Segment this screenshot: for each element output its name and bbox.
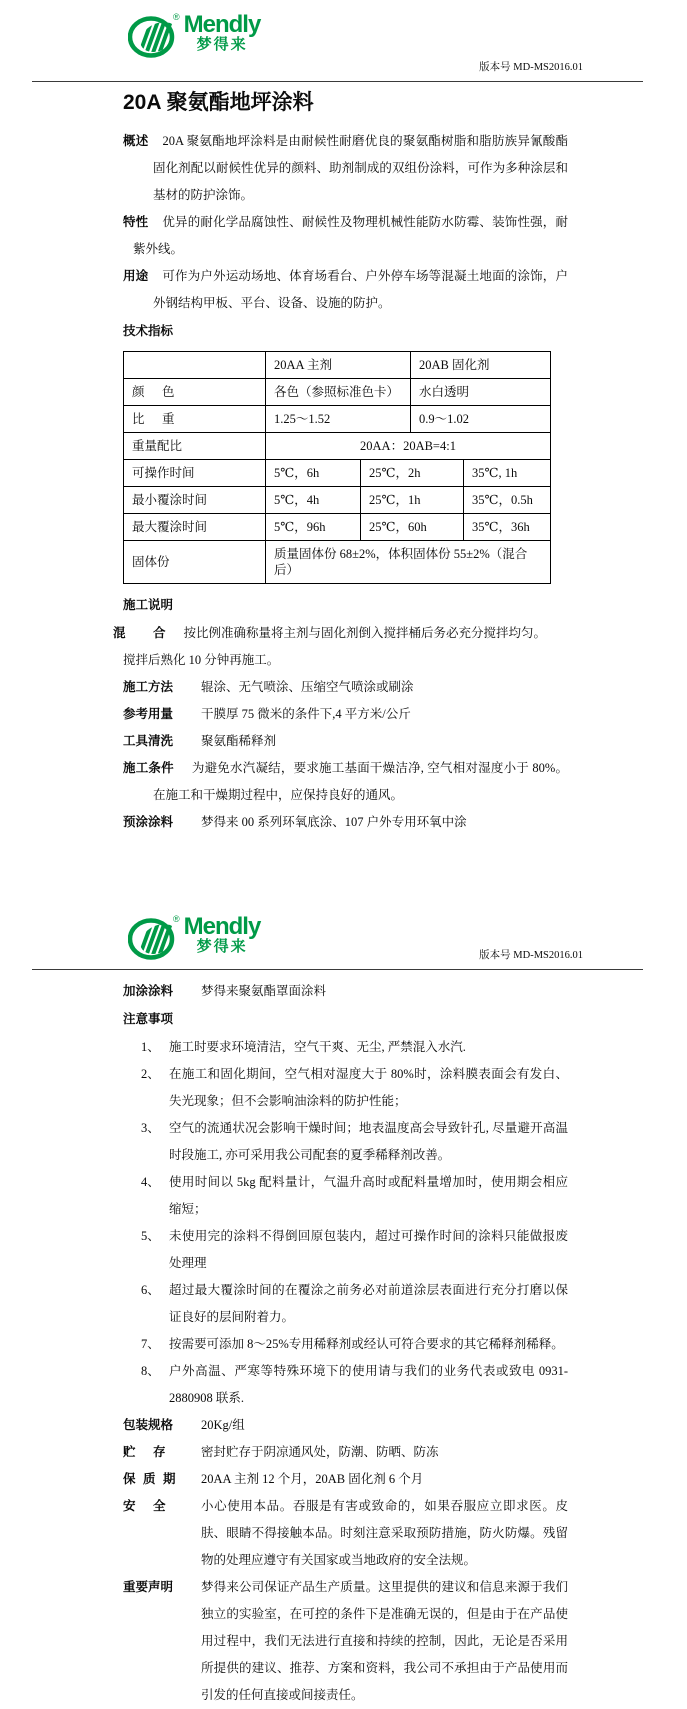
doc-title: 20A 聚氨酯地坪涂料 [123,91,314,114]
conditions-text: 为避免水汽凝结，要求施工基面干燥洁净, 空气相对湿度小于 80%。在施工和干燥期过程中，应保持良好的通风。 [153,761,568,802]
disclaimer-label: 重要声明 [123,1580,174,1594]
cell-pot-life-25c: 25℃，2h [361,460,464,487]
shelf-life-label: 保质期 [123,1472,176,1486]
packing-text: 20Kg/组 [201,1418,245,1432]
note-item [141,1358,568,1412]
page-2-header [0,836,687,970]
section-usage [123,263,568,317]
version-label: 版本号 MD-MS2016.01 [479,62,583,73]
brand-logo [128,913,261,960]
cell-color-label: 颜色 [124,379,266,406]
section-storage [123,1439,568,1466]
brand-wordmark [183,11,261,54]
precoat-label: 预涂涂料 [123,815,174,829]
cell-max-recoat-35c: 35℃，36h [464,514,551,541]
overview-label: 概述 [123,134,149,148]
cell-pot-life-35c: 35℃, 1h [464,460,551,487]
cell-min-recoat-25c: 25℃，1h [361,487,464,514]
note-text: 未使用完的涂料不得倒回原包装内，超过可操作时间的涂料只能做报废处理理 [169,1229,568,1270]
note-item [141,1034,568,1061]
brand-name-en: Mendly [183,913,261,940]
table-row-max-recoat [124,514,551,541]
construction-title: 施工说明 [123,598,174,612]
method-text: 辊涂、无气喷涂、压缩空气喷涂或刷涂 [201,680,414,694]
note-text: 使用时间以 5kg 配料量计，气温升高时或配料量增加时，使用期会相应缩短； [169,1175,568,1216]
packing-label: 包装规格 [123,1418,174,1432]
cell-min-recoat-label: 最小覆涂时间 [124,487,266,514]
page-2-content [123,978,568,1709]
cell-max-recoat-label: 最大覆涂时间 [124,514,266,541]
shelf-life-text: 20AA 主剂 12 个月，20AB 固化剂 6 个月 [201,1472,424,1486]
cell-empty [124,352,266,379]
tech-spec-table [123,351,551,584]
registered-mark: ® [173,12,180,22]
section-topcoat [123,978,568,1005]
note-item [141,1169,568,1223]
cell-color-hardener: 水白透明 [411,379,551,406]
cell-max-recoat-25c: 25℃，60h [361,514,464,541]
section-disclaimer [123,1574,568,1709]
cell-ratio-value: 20AA：20AB=4:1 [266,433,551,460]
note-item [141,1115,568,1169]
table-row-color [124,379,551,406]
note-text: 施工时要求环境清洁，空气干爽、无尘, 严禁混入水汽. [169,1040,466,1054]
page-1 [0,0,687,836]
note-text: 空气的流通状况会影响干燥时间；地表温度高会导致针孔, 尽量避开高温时段施工, 亦可采用我公司配套的夏季稀释剂改善。 [169,1121,568,1162]
cell-min-recoat-35c: 35℃，0.5h [464,487,551,514]
note-item [141,1061,568,1115]
features-text: 优异的耐化学品腐蚀性、耐候性及物理机械性能防水防霉、装饰性强，耐紫外线。 [133,215,568,256]
cell-ratio-label: 重量配比 [124,433,266,460]
notes-title: 注意事项 [123,1012,174,1026]
mendly-emblem-icon [128,916,176,960]
notes-list [141,1034,568,1412]
features-label: 特性 [123,215,149,229]
section-cleaning [123,728,568,755]
note-text: 户外高温、严寒等特殊环境下的使用请与我们的业务代表或致电 0931-2880908 联系. [169,1364,568,1405]
table-row-pot-life [124,460,551,487]
usage-label: 用途 [123,269,149,283]
precoat-text: 梦得来 00 系列环氧底涂、107 户外专用环氧中涂 [201,815,467,829]
method-label: 施工方法 [123,680,174,694]
cell-main-header: 20AA 主剂 [266,352,411,379]
cleaning-text: 聚氨酯稀释剂 [201,734,277,748]
section-overview [123,128,568,209]
cell-solids-label: 固体份 [124,541,266,584]
note-item [141,1223,568,1277]
table-row-min-recoat [124,487,551,514]
note-item [141,1331,568,1358]
registered-mark: ® [173,914,180,924]
cell-hardener-header: 20AB 固化剂 [411,352,551,379]
table-row-ratio [124,433,551,460]
section-packing [123,1412,568,1439]
note-number: 2、 [141,1067,160,1081]
section-dosage [123,701,568,728]
page-2 [0,836,687,1709]
mixing-label: 混合 [113,626,166,640]
note-text: 超过最大覆涂时间的在覆涂之前务必对前道涂层表面进行充分打磨以保证良好的层间附着力。 [169,1283,568,1324]
section-mixing [113,620,568,647]
note-number: 8、 [141,1364,160,1378]
cell-pot-life-5c: 5℃，6h [266,460,361,487]
overview-text: 20A 聚氨酯地坪涂料是由耐候性耐磨优良的聚氨酯树脂和脂肪族异氰酸酯固化剂配以耐候性优异的颜料、助剂制成的双组份涂料，可作为多种涂层和基材的防护涂饰。 [153,134,568,202]
cell-max-recoat-5c: 5℃，96h [266,514,361,541]
note-number: 4、 [141,1175,160,1189]
safety-label: 安全 [123,1499,166,1513]
disclaimer-text: 梦得来公司保证产品生产质量。这里提供的建议和信息来源于我们独立的实验室，在可控的条件下是准确无误的，但是由于在产品使用过程中，我们无法进行直接和持续的控制，因此，无论是否采用所提供的建议、推荐、方案和资料，我公司不承担由于产品使用而引发的任何直接或间接责任。 [201,1580,568,1702]
safety-text: 小心使用本品。吞服是有害或致命的，如果吞服应立即求医。皮肤、眼睛不得接触本品。时刻注意采取预防措施，防火防爆。残留物的处理应遵守有关国家或当地政府的安全法规。 [201,1499,568,1567]
page-1-content [113,90,568,836]
cell-gravity-main: 1.25～1.52 [266,406,411,433]
note-number: 3、 [141,1121,160,1135]
brand-name-en: Mendly [183,11,261,38]
table-row-header [124,352,551,379]
brand-name-zh: 梦得来 [196,36,248,53]
brand-name-zh: 梦得来 [196,938,248,955]
version-label: 版本号 MD-MS2016.01 [479,950,583,961]
table-row-solids [124,541,551,584]
section-precoat [123,809,568,836]
usage-text: 可作为户外运动场地、体育场看台、户外停车场等混凝土地面的涂饰，户外钢结构甲板、平台、设备、设施的防护。 [153,269,568,310]
cleaning-label: 工具清洗 [123,734,174,748]
storage-label: 贮存 [123,1445,166,1459]
note-text: 按需要可添加 8～25%专用稀释剂或经认可符合要求的其它稀释剂稀释。 [169,1337,564,1351]
header-rule [32,81,643,82]
storage-text: 密封贮存于阴凉通风处，防潮、防晒、防冻 [201,1445,439,1459]
section-method [123,674,568,701]
note-number: 1、 [141,1040,160,1054]
section-safety [123,1493,568,1574]
section-features [123,209,568,263]
section-conditions [123,755,568,809]
note-text: 在施工和固化期间，空气相对湿度大于 80%时，涂料膜表面会有发白、失光现象；但不会影响油涂料的防护性能； [169,1067,568,1108]
cell-gravity-label: 比重 [124,406,266,433]
mixing-text-2: 搅拌后熟化 10 分钟再施工。 [123,653,280,667]
dosage-text: 干膜厚 75 微米的条件下,4 平方米/公斤 [201,707,411,721]
dosage-label: 参考用量 [123,707,174,721]
note-number: 6、 [141,1283,160,1297]
cell-min-recoat-5c: 5℃，4h [266,487,361,514]
brand-wordmark [183,913,261,956]
tech-spec-title: 技术指标 [123,324,174,338]
table-row-gravity [124,406,551,433]
conditions-label: 施工条件 [123,761,174,775]
mendly-emblem-icon [128,14,176,58]
section-shelf-life [123,1466,568,1493]
cell-color-main: 各色（参照标准色卡） [266,379,411,406]
mixing-text: 按比例准确称量将主剂与固化剂倒入搅拌桶后务必充分搅拌均匀。 [183,626,547,640]
note-number: 7、 [141,1337,160,1351]
cell-pot-life-label: 可操作时间 [124,460,266,487]
cell-gravity-hardener: 0.9～1.02 [411,406,551,433]
note-item [141,1277,568,1331]
note-number: 5、 [141,1229,160,1243]
topcoat-text: 梦得来聚氨酯罩面涂料 [201,984,327,998]
page-1-header [0,0,687,82]
topcoat-label: 加涂涂料 [123,984,174,998]
header-rule [32,969,643,970]
cell-solids-value: 质量固体份 68±2%，体积固体份 55±2%（混合后） [266,541,551,584]
brand-logo [128,11,261,58]
